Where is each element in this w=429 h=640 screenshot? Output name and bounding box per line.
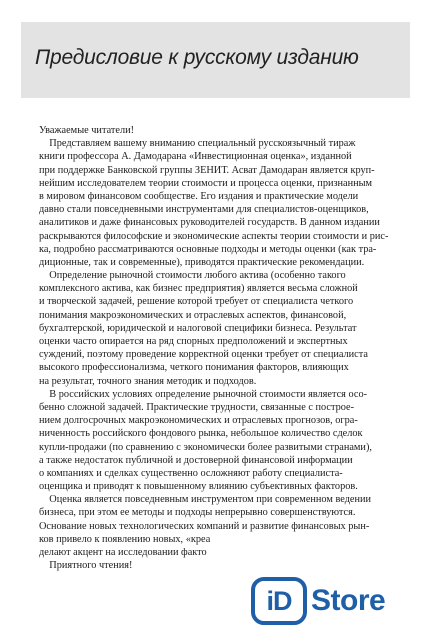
text-line: бухгалтерской, юридической и налоговой специфики бизнеса. Результат — [39, 322, 357, 334]
text-line: раскрываются философские и экономические аспекты теории стоимости и рис- — [39, 230, 389, 242]
text-line: понимания макроэкономических и отраслевых аспектов, финансовой, — [39, 309, 347, 321]
text-line: а также недостаток публичной и достоверной финансовой информации — [39, 454, 353, 466]
text-line: в мировом финансовом сообществе. Его издания и практические модели — [39, 190, 359, 202]
text-line: суждений, поэтому проведение корректной оценки требует от специалиста — [39, 349, 368, 361]
text-line: В российских условиях определение рыночной стоимости является осо- — [39, 388, 368, 400]
text-line: высокого профессионализма, четкого понимания факторов, влияющих — [39, 362, 349, 374]
text-line: Оценка является повседневным инструментом при современном ведении — [39, 494, 372, 506]
text-line: при поддержке Банковской группы ЗЕНИТ. Асват Дамодаран является круп- — [39, 164, 375, 176]
text-line: Приятного чтения! — [39, 560, 133, 572]
text-line: Основание новых технологических компаний и развитие финансовых рын- — [39, 520, 370, 532]
text-line: ков привело к появлению новых, «креа — [39, 533, 211, 545]
text-line: ниченность российского фондового рынка, небольшое количество сделок — [39, 428, 363, 440]
text-line: оценки часто опирается на ряд спорных предположений и экспертных — [39, 336, 348, 347]
text-line: книги профессора А. Дамодарана «Инвестиционная оценка», изданной — [39, 151, 352, 163]
text-line: Определение рыночной стоимости любого актива (особенно такого — [39, 270, 346, 282]
text-line: бенно сложной задачей. Практические трудности, связанные с построе- — [39, 401, 355, 413]
watermark-badge: iD — [251, 577, 307, 625]
body-text — [39, 124, 391, 572]
text-line: аналитиков и даже финансовых руководителей государств. В данном издании — [39, 217, 380, 229]
text-line: о компаниях и сделках существенно осложняют работу специалиста- — [39, 467, 343, 479]
text-line: нейшим исследователем теории стоимости и процесса оценки, признанным — [39, 177, 373, 189]
text-line: купли-продажи (по сравнению с экономически более развитыми странами), — [39, 441, 372, 453]
text-line: диционные, так и современные), приводятся практические рекомендации. — [39, 256, 365, 268]
text-line: и творческой задачей, решение которой требует от специалиста четкого — [39, 296, 354, 308]
text-line: нием долгосрочных макроэкономических и отраслевых прогнозов, огра- — [39, 415, 358, 427]
text-line: оценщика и приводят к повышенному влиянию субъективных факторов. — [39, 481, 358, 493]
page-title: Предисловие к русскому изданию — [35, 46, 359, 69]
text-line: Представляем вашему вниманию специальный русскоязычный тираж — [39, 138, 356, 150]
text-line: на результат, точного знания методик и подходов. — [39, 375, 257, 387]
text-line: Уважаемые читатели! — [39, 125, 135, 136]
watermark-word: Store — [311, 584, 386, 617]
header-band — [21, 22, 410, 98]
text-line: давно стали повседневными инструментами для специалистов-оценщиков, — [39, 204, 369, 216]
text-line: ка, подробно рассматриваются основные подходы и методы оценки (как тра- — [39, 243, 377, 255]
watermark-logo — [247, 574, 417, 628]
text-line: комплексного актива, как бизнес предприятия) является весьма сложной — [39, 283, 358, 295]
text-line: делают акцент на исследовании факто — [39, 547, 207, 558]
text-line: бизнеса, при этом ее методы и подходы непрерывно совершенствуются. — [39, 507, 356, 519]
